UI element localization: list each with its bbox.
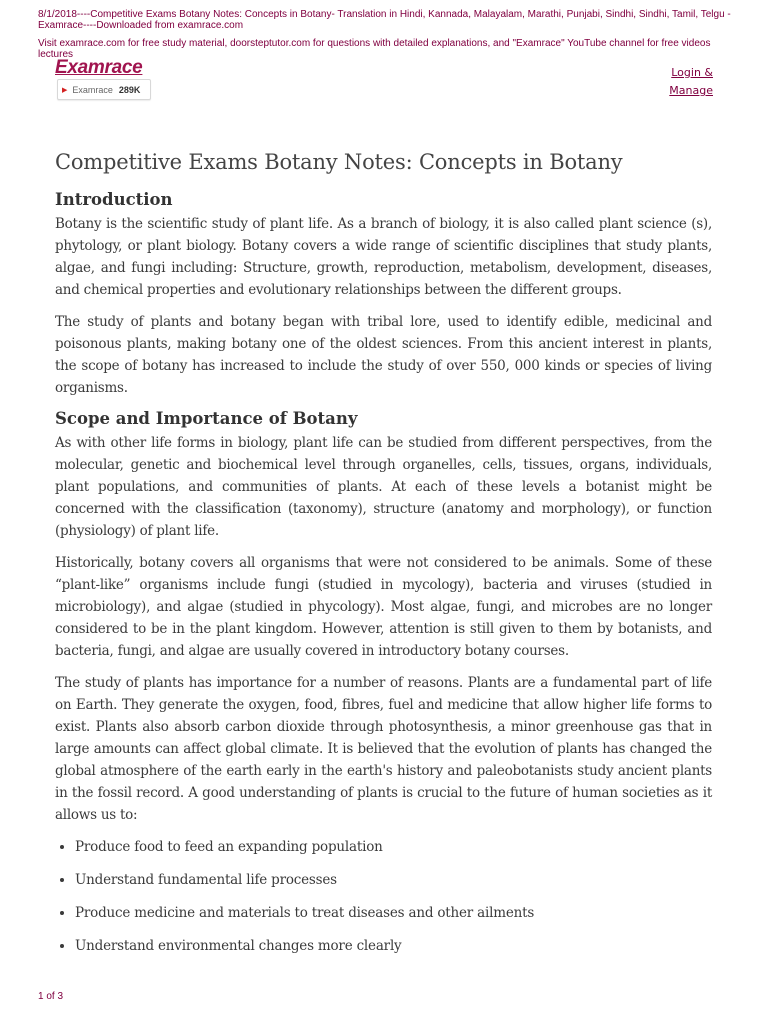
section-heading-introduction: Introduction xyxy=(55,190,173,209)
article-content xyxy=(55,150,712,968)
examrace-logo[interactable]: Examrace xyxy=(55,57,143,78)
subscriber-count: 289K xyxy=(118,84,141,95)
play-icon: ▶ xyxy=(62,86,68,94)
list-item: • Understand fundamental life processes xyxy=(75,869,712,891)
list-item: • Produce food to feed an expanding population xyxy=(75,836,712,858)
login-manage-link[interactable]: Login & Manage xyxy=(669,66,713,97)
youtube-subscribe-badge[interactable] xyxy=(57,79,151,100)
list-item: • Understand environmental changes more clearly xyxy=(75,935,712,957)
page-number: 1 of 3 xyxy=(38,991,64,1002)
list-item: • Produce medicine and materials to treat diseases and other ailments xyxy=(75,902,712,924)
youtube-channel-label: Examrace xyxy=(72,84,113,95)
importance-list xyxy=(55,836,712,957)
paragraph: The study of plants and botany began with tribal lore, used to identify edible, medicinal and poisonous plants, making botany one of the oldest sciences. From this ancient interest in plants, the scope of botany has increased to include the study of over 550, 000 kinds or species of living organisms. xyxy=(55,314,712,396)
paragraph: Historically, botany covers all organisms that were not considered to be animals. Some of these “plant-like” organisms include fungi (studied in mycology), bacteria and viruses (studied in microbiology), and algae (studied in phycology). Most algae, fungi, and microbes are no longer considered to be in the plant kingdom. However, attention is still given to them by botanists, and bacteria, fungi, and algae are usually covered in introductory botany courses. xyxy=(55,555,712,659)
paragraph: Botany is the scientific study of plant life. As a branch of biology, it is also called plant science (s), phytology, or plant biology. Botany covers a wide range of scientific disciplines that study plants, algae, and fungi including: Structure, growth, reproduction, metabolism, development, diseases, and chemical properties and evolutionary relationships between the different groups. xyxy=(55,216,712,298)
paragraph: The study of plants has importance for a number of reasons. Plants are a fundamental part of life on Earth. They generate the oxygen, food, fibres, fuel and medicine that allow higher life forms to exist. Plants also absorb carbon dioxide through photosynthesis, a minor greenhouse gas that in large amounts can affect global climate. It is believed that the evolution of plants has changed the global atmosphere of the earth early in the earth's history and paleobotanists study ancient plants in the fossil record. A good understanding of plants is crucial to the future of human societies as it allows us to: xyxy=(55,675,712,823)
page-title: Competitive Exams Botany Notes: Concepts in Botany xyxy=(55,150,623,174)
print-header-visit-note: Visit examrace.com for free study material, doorsteptutor.com for questions with detailed explanations, and "Examrace" YouTube channel for free videos lectures xyxy=(38,38,711,60)
section-heading-scope: Scope and Importance of Botany xyxy=(55,409,358,428)
print-header-title: 8/1/2018----Competitive Exams Botany Notes: Concepts in Botany- Translation in Hindi, Kannada, Malayalam, Marathi, Punjabi, Sindhi, Sindhi, Tamil, Telgu - Examrace----Downloaded from examrace.com xyxy=(38,9,731,31)
paragraph: As with other life forms in biology, plant life can be studied from different perspectives, from the molecular, genetic and biochemical level through organelles, cells, tissues, organs, individuals, plant populations, and communities of plants. At each of these levels a botanist might be concerned with the classification (taxonomy), structure (anatomy and morphology), or function (physiology) of plant life. xyxy=(55,435,712,539)
